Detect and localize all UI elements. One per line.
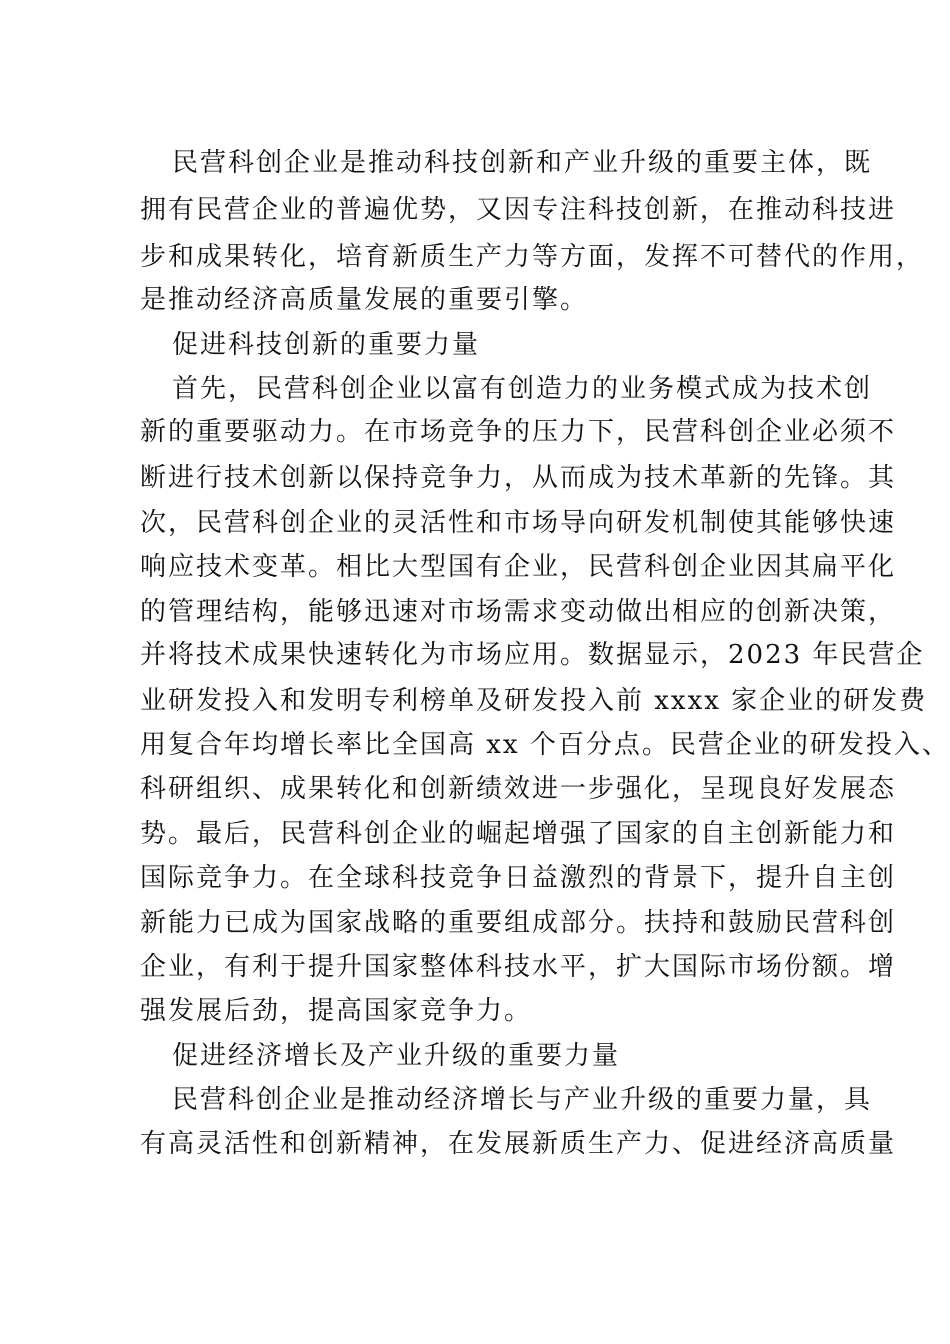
paragraph-3-line-2: 有高灵活性和创新精神，在发展新质生产力、促进经济高质量 [140,1129,897,1159]
paragraph-1-line-1: 民营科创企业是推动科技创新和产业升级的重要主体，既 [172,148,873,178]
paragraph-2-line-5: 响应技术变革。相比大型国有企业，民营科创企业因其扁平化 [140,552,897,582]
section-heading-1: 促进科技创新的重要力量 [172,330,481,360]
paragraph-2-line-12: 国际竞争力。在全球科技竞争日益激烈的背景下，提升自主创 [140,863,897,893]
paragraph-2-line-15: 强发展后劲，提高国家竞争力。 [140,996,533,1026]
paragraph-2-line-11: 势。最后，民营科创企业的崛起增强了国家的自主创新能力和 [140,819,897,849]
paragraph-1-line-4: 是推动经济高质量发展的重要引擎。 [140,285,589,315]
paragraph-2-line-14: 企业，有利于提升国家整体科技水平，扩大国际市场份额。增 [140,952,897,982]
paragraph-2-line-7: 并将技术成果快速转化为市场应用。数据显示，2023 年民营企 [140,640,925,670]
paragraph-2-line-4: 次，民营科创企业的灵活性和市场导向研发机制使其能够快速 [140,508,897,538]
paragraph-3-line-1: 民营科创企业是推动经济增长与产业升级的重要力量，具 [172,1085,873,1115]
paragraph-2-line-8: 业研发投入和发明专利榜单及研发投入前 xxxx 家企业的研发费 [140,686,928,716]
paragraph-2-line-13: 新能力已成为国家战略的重要组成部分。扶持和鼓励民营科创 [140,908,897,938]
paragraph-1-line-3: 步和成果转化，培育新质生产力等方面，发挥不可替代的作用， [140,242,925,272]
paragraph-2-line-9: 用复合年均增长率比全国高 xx 个百分点。民营企业的研发投入、 [140,730,950,760]
paragraph-2-line-10: 科研组织、成果转化和创新绩效进一步强化，呈现良好发展态 [140,774,897,804]
paragraph-2-line-6: 的管理结构，能够迅速对市场需求变动做出相应的创新决策， [140,597,897,627]
paragraph-1-line-2: 拥有民营企业的普遍优势，又因专注科技创新，在推动科技进 [140,195,897,225]
section-heading-2: 促进经济增长及产业升级的重要力量 [172,1041,621,1071]
paragraph-2-line-3: 断进行技术创新以保持竞争力，从而成为技术革新的先锋。其 [140,463,897,493]
paragraph-2-line-2: 新的重要驱动力。在市场竞争的压力下，民营科创企业必须不 [140,417,897,447]
paragraph-2-line-1: 首先，民营科创企业以富有创造力的业务模式成为技术创 [172,374,873,404]
